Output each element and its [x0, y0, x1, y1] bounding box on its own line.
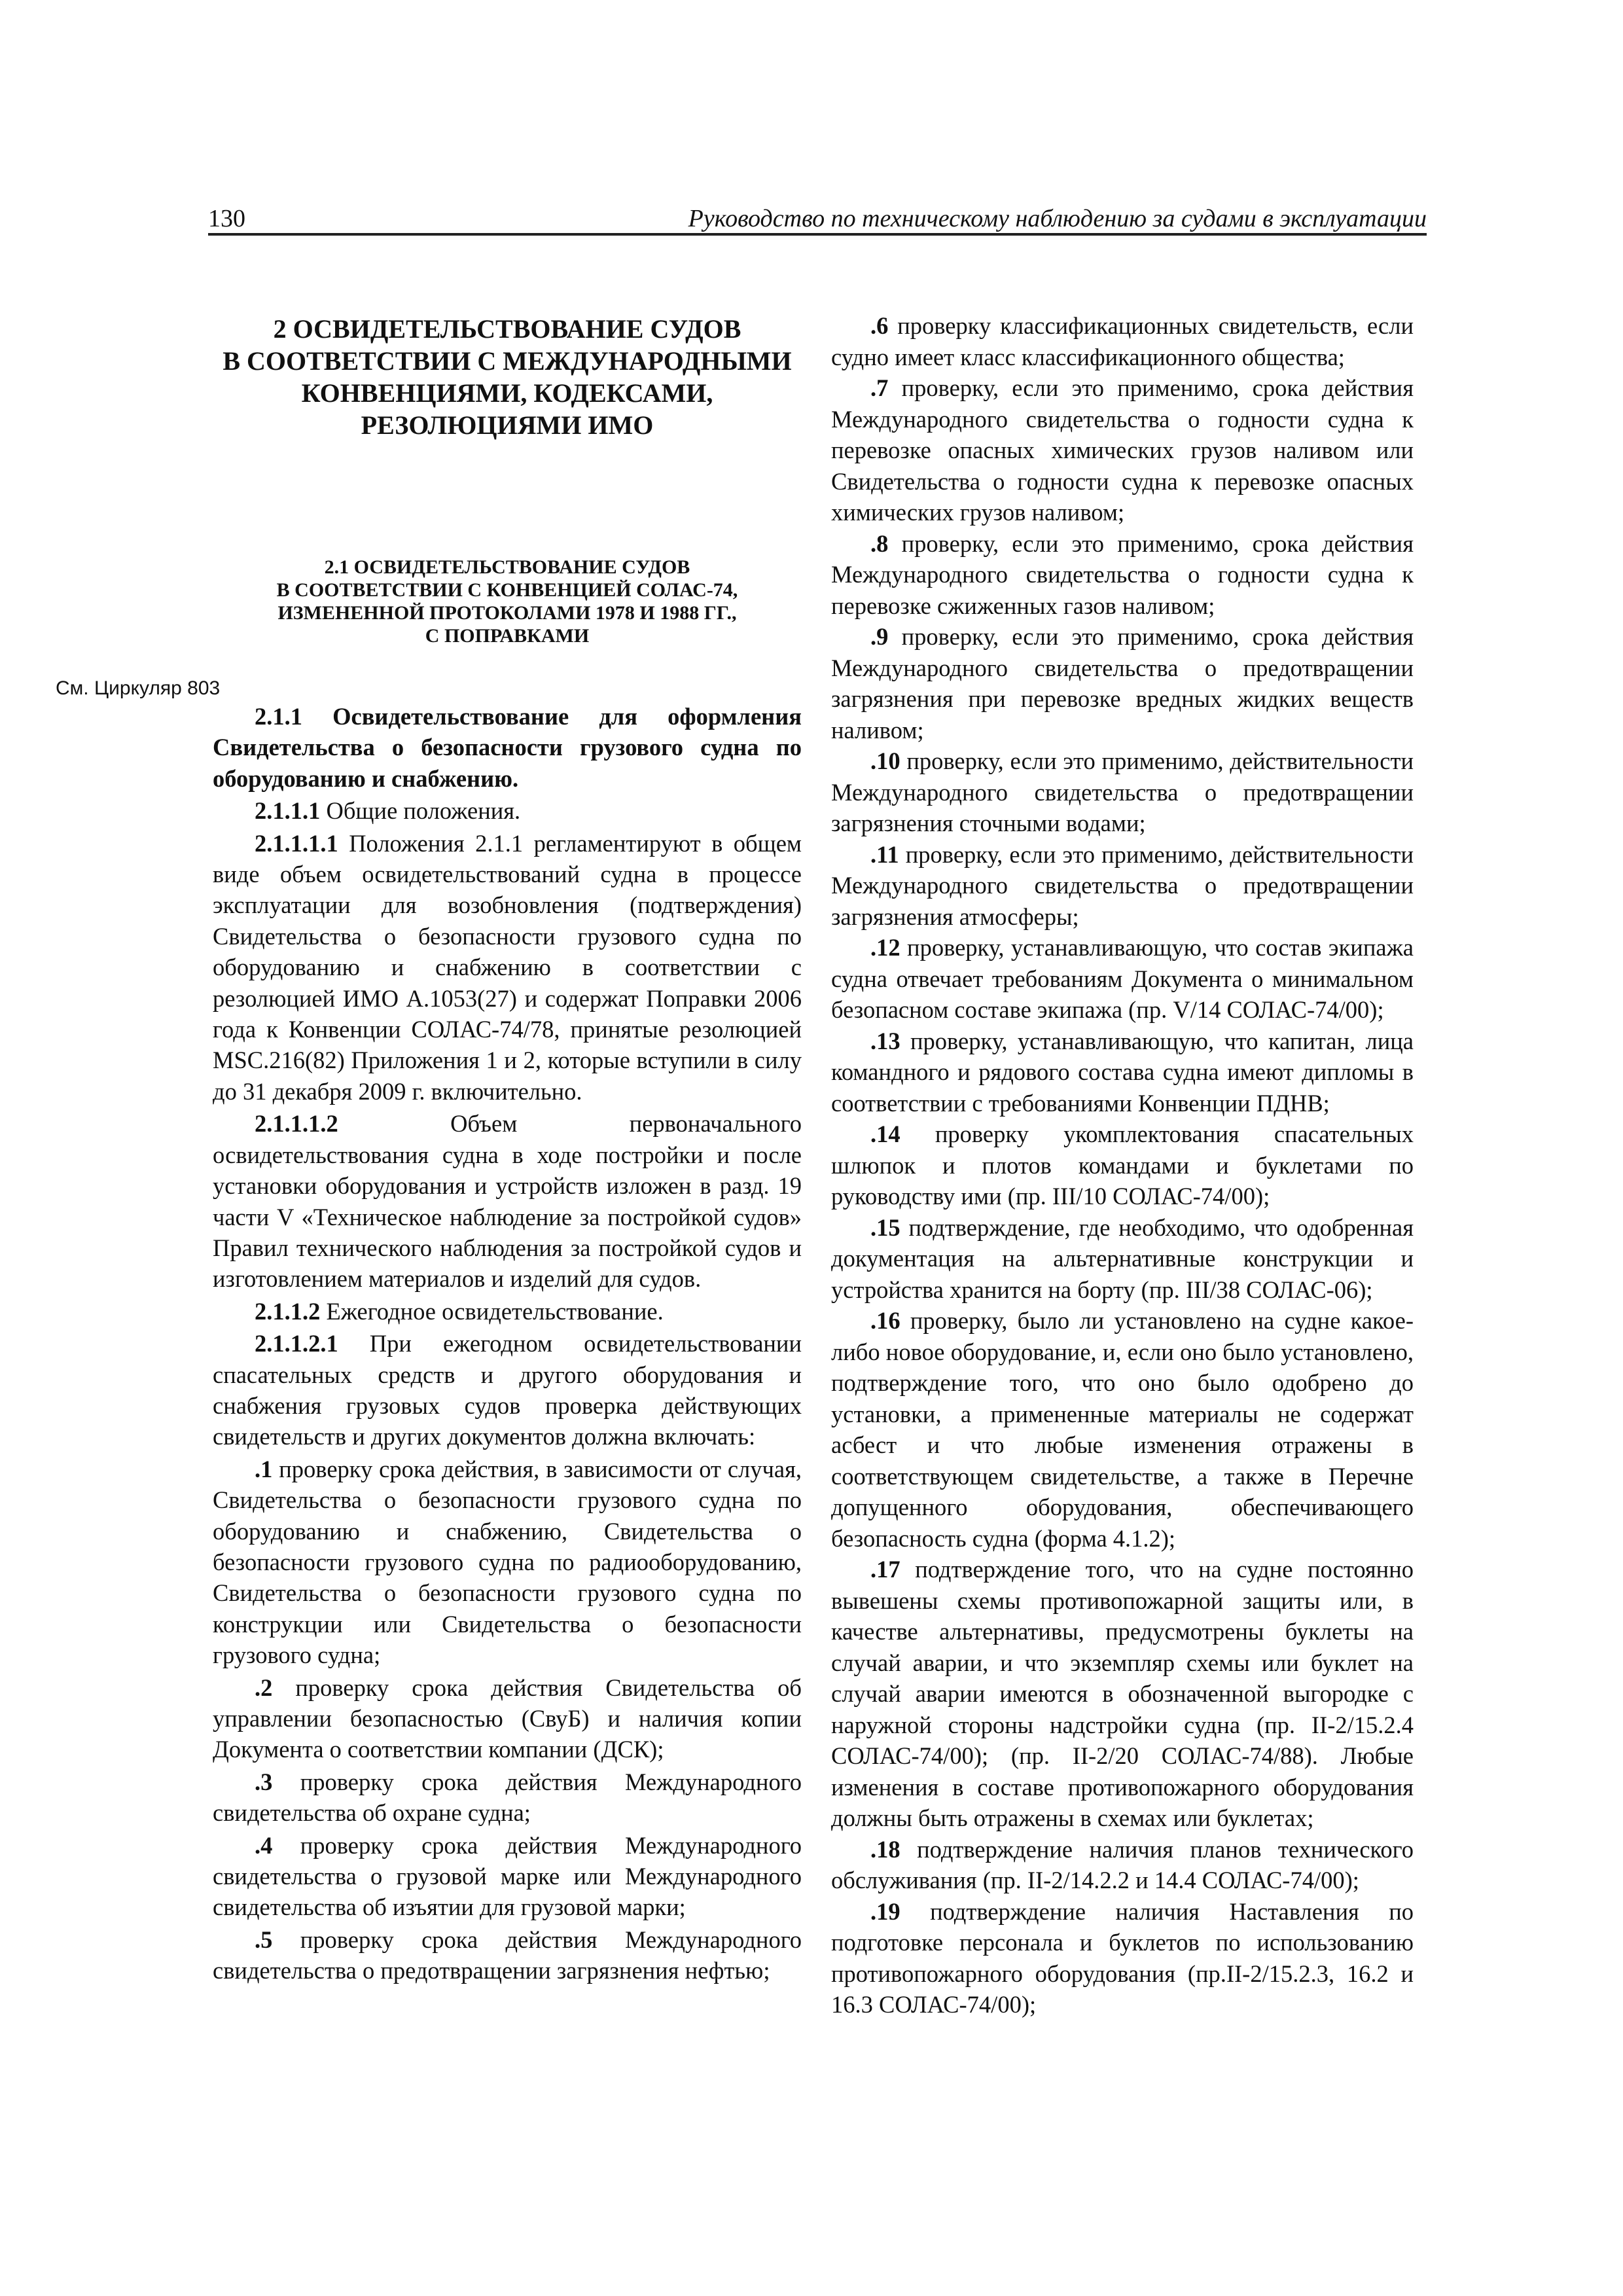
right-paragraphs — [831, 310, 1414, 2020]
paragraph — [213, 1830, 802, 1923]
paragraph-number: .11 — [870, 840, 899, 868]
paragraph — [213, 1454, 802, 1671]
paragraph-text: проверку срока действия Свидетельства об управлении безопасностью (СвуБ) и наличия копии Документа о соответствии компании (ДСК); — [213, 1674, 802, 1763]
paragraph — [831, 528, 1414, 622]
chapter-title-line: КОНВЕНЦИЯМИ, КОДЕКСАМИ, — [301, 378, 713, 408]
paragraph-text: проверку срока действия Международного свидетельства о грузовой марке или Международного свидетельства об изъятии для грузовой марки; — [213, 1831, 802, 1921]
paragraph-text: подтверждение, где необходимо, что одобренная документация на альтернативные конструкции и устройства хранится на борту (пр. III/38 СОЛАС-06); — [831, 1213, 1414, 1303]
paragraph-number: .10 — [870, 747, 901, 774]
paragraph-number: .14 — [870, 1121, 901, 1147]
paragraph-text: проверку, если это применимо, срока действия Международного свидетельства о предотвращении загрязнения при перевозке вредных жидких веществ наливом; — [831, 623, 1414, 744]
paragraph — [831, 1896, 1414, 2020]
paragraph-number: 2.1.1.2 — [255, 1297, 321, 1325]
paragraph-number: .13 — [870, 1027, 901, 1054]
paragraph — [831, 372, 1414, 528]
chapter-title — [213, 313, 802, 441]
paragraph-text: проверку, устанавливающую, что капитан, лица командного и рядового состава судна имеют дипломы в соответствии с требованиями Конвенции ПДНВ; — [831, 1027, 1414, 1117]
paragraph-number: .17 — [870, 1556, 901, 1583]
paragraph-number: 2.1.1.1.1 — [255, 829, 338, 857]
paragraph — [831, 310, 1414, 372]
paragraph-text: проверку классификационных свидетельств, если судно имеет класс классификационного общества; — [831, 312, 1414, 370]
paragraph-text: Ежегодное освидетельствование. — [320, 1297, 664, 1325]
paragraph-number: .7 — [870, 374, 889, 401]
paragraph-number: .6 — [870, 312, 889, 339]
paragraph-text: При ежегодном освидетельствовании спасательных средств и другого оборудования и снабжения грузовых судов проверка действующих свидетельств и других документов должна включать: — [213, 1330, 802, 1450]
paragraph — [831, 621, 1414, 745]
paragraph-text: Общие положения. — [320, 797, 521, 825]
paragraph-text: проверку срока действия, в зависимости от случая, Свидетельства о безопасности грузового судна по оборудованию и снабжению, Свидетельства о безопасности грузового судна по радиооборудованию, Свидетельства о безопасности грузового судна по конструкции или Свидетельства о безопасности грузового судна; — [213, 1455, 802, 1669]
chapter-title-line: В СООТВЕТСТВИИ С МЕЖДУНАРОДНЫМИ — [223, 346, 792, 376]
paragraph-number: .18 — [870, 1835, 901, 1863]
chapter-title-line: РЕЗОЛЮЦИЯМИ ИМО — [361, 410, 654, 440]
paragraph-number: .8 — [870, 529, 889, 557]
paragraph-text: проверку, если это применимо, действительности Международного свидетельства о предотвращении загрязнения сточными водами; — [831, 747, 1414, 836]
paragraph — [831, 1305, 1414, 1554]
paragraph — [213, 1924, 802, 1986]
paragraph-number: 2.1.1 — [255, 703, 302, 730]
paragraph — [831, 745, 1414, 839]
paragraph — [831, 1119, 1414, 1212]
paragraph — [213, 701, 802, 794]
paragraph-text: проверку срока действия Международного свидетельства о предотвращении загрязнения нефтью; — [213, 1926, 802, 1984]
running-title: Руководство по техническому наблюдению за судами в эксплуатации — [688, 205, 1427, 232]
paragraph — [213, 1108, 802, 1294]
paragraph — [213, 1767, 802, 1829]
paragraph-number: .19 — [870, 1897, 901, 1925]
paragraph-number: .3 — [255, 1768, 273, 1795]
right-column — [831, 310, 1414, 2020]
paragraph-number: .2 — [255, 1674, 273, 1701]
paragraph — [213, 1328, 802, 1452]
paragraph-text: проверку, было ли установлено на судне какое-либо новое оборудование, и, если оно было установлено, подтверждение того, что оно было одобрено до установки, а примененные материалы не содержат асбест и что любые изменения отражены в соответствующем свидетельстве, а также в Перечне допущенного оборудования, обеспечивающего безопасность судна (форма 4.1.2); — [831, 1307, 1414, 1552]
paragraph — [213, 795, 802, 826]
paragraph-number: 2.1.1.1 — [255, 797, 321, 825]
paragraph-text: проверку, устанавливающую, что состав экипажа судна отвечает требованиям Документа о минимальном безопасном составе экипажа (пр. V/14 СОЛАС-74/00); — [831, 934, 1414, 1023]
header-rule — [208, 233, 1427, 236]
paragraph — [831, 1026, 1414, 1119]
paragraph-text: подтверждение наличия планов технического обслуживания (пр. II-2/14.2.2 и 14.4 СОЛАС-74/00); — [831, 1835, 1414, 1893]
paragraph-number: .9 — [870, 623, 889, 650]
paragraph-number: .1 — [255, 1455, 273, 1482]
paragraph-text: подтверждение того, что на судне постоянно вывешены схемы противопожарной защиты или, в качестве альтернативы, предусмотрены буклеты на случай аварии, и что экземпляр схемы или буклет на случай аварии имеются в обозначенной выгородке с наружной стороны надстройки судна (пр. II-2/15.2.4 СОЛАС-74/00); (пр. II-2/20 СОЛАС-74/88). Любые изменения в составе противопожарного оборудования должны быть отражены в схемах или буклетах; — [831, 1556, 1414, 1831]
section-title-line: В СООТВЕТСТВИИ С КОНВЕНЦИЕЙ СОЛАС-74, — [276, 579, 738, 601]
paragraph — [831, 1212, 1414, 1306]
paragraph-number: 2.1.1.2.1 — [255, 1330, 338, 1357]
paragraph — [831, 839, 1414, 933]
paragraph-text: подтверждение наличия Наставления по подготовке персонала и буклетов по использованию противопожарного оборудования (пр.II-2/15.2.3, 16.2 и 16.3 СОЛАС-74/00); — [831, 1897, 1414, 2018]
page-number: 130 — [208, 205, 245, 232]
left-column — [213, 313, 802, 1988]
paragraph-number: .12 — [870, 934, 901, 961]
paragraph — [831, 932, 1414, 1026]
paragraph-text: проверку, если это применимо, срока действия Международного свидетельства о годности судна к перевозке сжиженных газов наливом; — [831, 529, 1414, 619]
paragraph-number: .4 — [255, 1831, 273, 1859]
section-title-line: ИЗМЕНЕННОЙ ПРОТОКОЛАМИ 1978 И 1988 ГГ., — [277, 602, 737, 624]
page-header — [208, 204, 1427, 233]
paragraph-text: проверку срока действия Международного свидетельства об охране судна; — [213, 1768, 802, 1827]
paragraph-number: .5 — [255, 1926, 273, 1953]
paragraph — [831, 1834, 1414, 1896]
left-paragraphs — [213, 701, 802, 1986]
paragraph — [831, 1554, 1414, 1834]
chapter-title-line: 2 ОСВИДЕТЕЛЬСТВОВАНИЕ СУДОВ — [273, 314, 741, 344]
paragraph-number: .15 — [870, 1213, 901, 1241]
paragraph-text: проверку, если это применимо, действительности Международного свидетельства о предотвращении загрязнения атмосферы; — [831, 840, 1414, 930]
paragraph-text: Объем первоначального освидетельствования судна в ходе постройки и после установки оборудования и устройств изложен в разд. 19 части V «Техническое наблюдение за постройкой судов» Правил технического наблюдения за постройкой судов и изготовлением материалов и изделий для судов. — [213, 1110, 802, 1293]
section-title-line: 2.1 ОСВИДЕТЕЛЬСТВОВАНИЕ СУДОВ — [324, 556, 690, 578]
paragraph — [213, 1672, 802, 1765]
paragraph-number: 2.1.1.1.2 — [255, 1110, 338, 1138]
paragraph-text: Освидетельствование для оформления Свидетельства о безопасности грузового судна по оборудованию и снабжению. — [213, 703, 802, 792]
section-title — [213, 556, 802, 647]
paragraph — [213, 1296, 802, 1327]
section-title-line: С ПОПРАВКАМИ — [425, 625, 590, 647]
paragraph-text: Положения 2.1.1 регламентируют в общем виде объем освидетельствований судна в процессе эксплуатации для возобновления (подтверждения) Свидетельства о безопасности грузового судна по оборудованию и снабжению в соответствии с резолюцией ИМО А.1053(27) и содержат Поправки 2006 года к Конвенции СОЛАС-74/78, принятые резолюцией MSC.216(82) Приложения 1 и 2, которые вступили в силу до 31 декабря 2009 г. включительно. — [213, 829, 802, 1105]
paragraph-text: проверку, если это применимо, срока действия Международного свидетельства о годности судна к перевозке опасных химических грузов наливом или Свидетельства о годности судна к перевозке опасных химических грузов наливом; — [831, 374, 1414, 526]
paragraph-text: проверку укомплектования спасательных шлюпок и плотов командами и буклетами по руководству ими (пр. III/10 СОЛАС-74/00); — [831, 1121, 1414, 1210]
paragraph — [213, 828, 802, 1107]
paragraph-number: .16 — [870, 1307, 901, 1334]
margin-note: См. Циркуляр 803 — [56, 677, 221, 699]
